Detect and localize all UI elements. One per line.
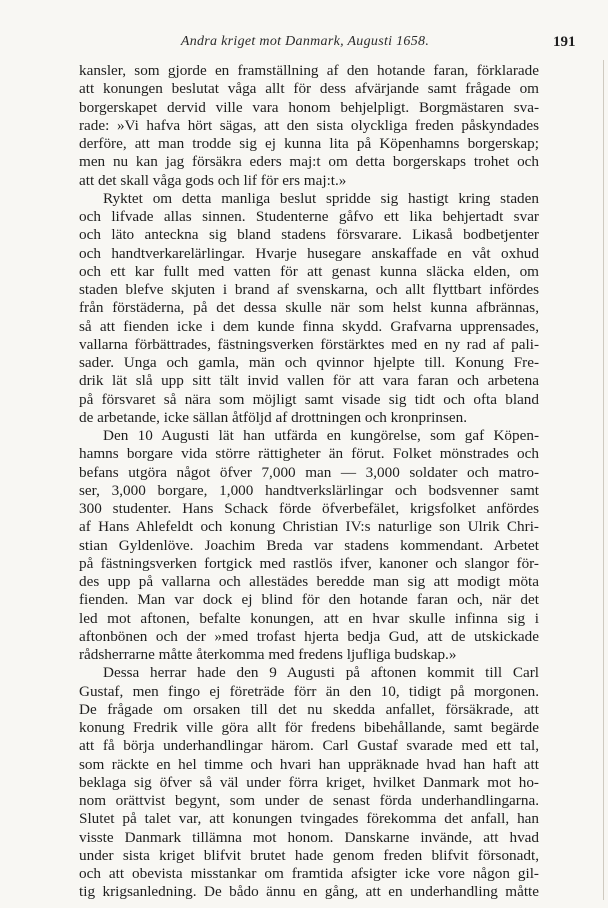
text-line: fienden. Man var dock ej blind för den hotande faran och, när det xyxy=(79,591,539,609)
text-line: vallarna förbättrades, fästningsverken förstärktes med en ny rad af pali- xyxy=(79,335,539,353)
text-line: af Hans Ahlefeldt och konung Christian IV:s naturlige son Ulrik Chri- xyxy=(79,518,539,536)
text-line: 300 studenter. Hans Schack förde öfverbefälet, krigsfolket anfördes xyxy=(79,500,539,517)
text-line: de arbetande, icke sällan åtföljd af drottningen och kronprinsen. xyxy=(79,408,467,426)
text-line: att konungen beslutat våga allt för dess afvärjande samt frågade om xyxy=(79,80,539,98)
text-line: men nu kan jag försäkra eders maj:t om detta borgerskaps trohet och xyxy=(79,153,539,171)
text-line: rade: »Vi hafva hört sägas, att den sista olyckliga freden påskyndades xyxy=(79,116,539,134)
text-line: befans utgöra något öfver 7,000 man — 3,000 soldater och matro- xyxy=(79,463,539,481)
text-line: på försvaret så nära som möjligt samt visade sig tidt och ofta bland xyxy=(79,390,539,408)
text-line: så att fienden icke i dem kunde finna skydd. Grafvarna upprensades, xyxy=(79,317,539,335)
text-line: att få börja underhandlingar härom. Carl Gustaf svarade med ett tal, xyxy=(79,737,539,755)
text-line: borgerskapet dervid ville vara honom behjelpligt. Borgmästaren sva- xyxy=(79,98,539,116)
text-line: sader. Unga och gamla, män och qvinnor hjelpte till. Konung Fre- xyxy=(79,354,539,371)
text-line: på fästningsverken fortgick med rastlös ifver, kanoner och slangor för- xyxy=(79,554,539,572)
text-line: visste Danmark tillämna mot honom. Danskarne invände, att hvad xyxy=(79,828,539,846)
text-line: kansler, som gjorde en framställning af den hotande faran, förklarade xyxy=(79,62,539,79)
text-line: stian Gyldenlöve. Joachim Breda var stadens kommendant. Arbetet xyxy=(79,536,539,554)
body-text xyxy=(79,62,539,902)
running-title: Andra kriget mot Danmark, Augusti 1658. xyxy=(180,34,430,49)
text-line: från förstäderna, på det dessa skulle när som helst kunna afbrännas, xyxy=(79,299,539,317)
text-line: beklaga sig öfver så väl under förra kriget, hvilket Danmark mot ho- xyxy=(79,773,539,791)
page-edge-line xyxy=(603,60,604,900)
text-line: derföre, att man trodde sig ej kunna lita på Köpenhamns borgerskap; xyxy=(79,135,539,152)
text-line: rådsherrarne måtte återkomma med fredens ljufliga budskap.» xyxy=(79,646,457,663)
text-line: konung Fredrik ville göra allt för fredens bibehållande, samt begärde xyxy=(79,719,539,736)
text-line: aftonbönen och der »med trofast hjerta bedja Gud, att de utskickade xyxy=(79,627,539,645)
text-line: Den 10 Augusti lät han utfärda en kungörelse, som gaf Köpen- xyxy=(103,427,539,444)
text-line: tig krigsanledning. De bådo ännu en gång, att en underhandling måtte xyxy=(79,883,539,901)
text-line: som räckte en hel timme och hvari han uppräknade hvad han haft att xyxy=(79,755,539,773)
page-number: 191 xyxy=(553,34,576,50)
text-line: nom orättvist begynt, som under de senast förda underhandlingarna. xyxy=(79,792,539,809)
text-line: staden blefve skjuten i brand af svenskarna, och allt flyttbart infördes xyxy=(79,281,539,298)
text-line: under sista kriget blifvit brutet hade genom freden blifvit försonadt, xyxy=(79,846,539,864)
paragraph xyxy=(79,190,539,427)
text-line: och läto anteckna sig bland stadens försvarare. Likaså bodbetjenter xyxy=(79,226,539,244)
paragraph xyxy=(79,427,539,664)
text-line: och handtverkarelärlingar. Hvarje husegare anskaffade en våt oxhud xyxy=(79,244,539,262)
running-head xyxy=(0,34,608,56)
text-line: Dessa herrar hade den 9 Augusti på aftonen kommit till Carl xyxy=(103,664,539,682)
text-line: Gustaf, men fingo ej företräde förr än den 10, tidigt på morgonen. xyxy=(79,682,539,700)
text-line: och ett kar fullt med vatten för att genast kunna släcka elden, om xyxy=(79,262,539,280)
paragraph xyxy=(79,62,539,190)
text-line: och lifvade allas sinnen. Studenterne gåfvo ett lika behjertadt svar xyxy=(79,208,539,225)
text-line: att det skall våga gods och lif för ers maj:t.» xyxy=(79,171,347,189)
text-line: och att obevista misstankar om framtida afsigter icke vore någon gil- xyxy=(79,865,539,882)
paragraph xyxy=(79,664,539,901)
text-line: led mot aftonen, befalte konungen, att en hvar skulle infinna sig i xyxy=(79,609,539,627)
text-line: drik lät slå upp sitt tält invid vallen för att vara faran och arbetena xyxy=(79,372,539,390)
text-line: hamns borgare vida större rättigheter än förut. Folket mönstrades och xyxy=(79,445,539,463)
text-line: ser, 3,000 borgare, 1,000 handtverkslärlingar och bodsvenner samt xyxy=(79,481,539,499)
text-line: De frågade om orsaken till det nu skedda anfallet, försäkrade, att xyxy=(79,700,539,718)
text-line: des upp på vallarna och allestädes beredde man sig att modigt möta xyxy=(79,573,539,590)
text-line: Ryktet om detta manliga beslut spridde sig hastigt kring staden xyxy=(103,189,539,207)
text-line: Slutet på talet var, att konungen tvingades förekomma det anfall, han xyxy=(79,810,539,828)
